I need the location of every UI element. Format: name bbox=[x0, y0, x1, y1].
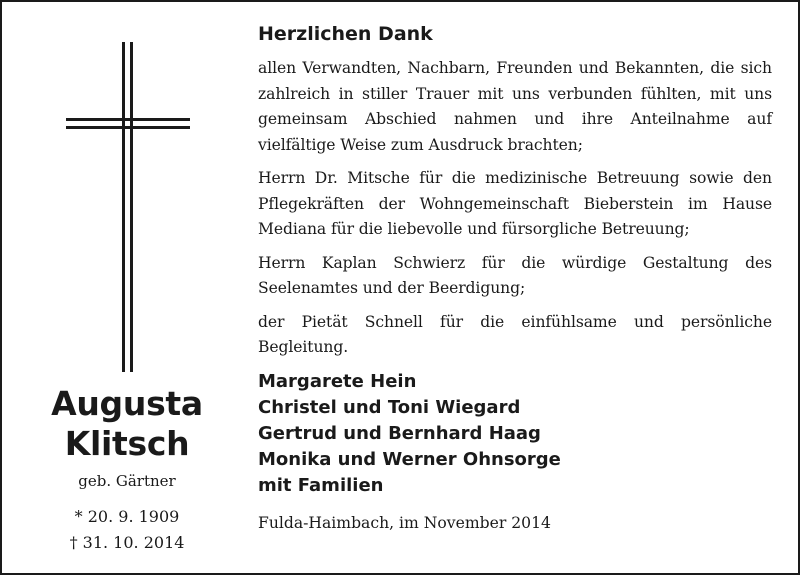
notice-heading: Herzlichen Dank bbox=[258, 23, 433, 45]
place-date: Fulda-Haimbach, im November 2014 bbox=[258, 513, 551, 532]
birth-name: geb. Gärtner bbox=[78, 472, 176, 490]
deceased-last-name: Klitsch bbox=[64, 424, 190, 463]
signer: Gertrud und Bernhard Haag bbox=[258, 422, 541, 444]
deceased-first-name: Augusta bbox=[51, 384, 203, 423]
death-date: † 31. 10. 2014 bbox=[69, 533, 185, 552]
life-dates bbox=[4, 504, 250, 556]
signers-list bbox=[258, 369, 772, 499]
deceased-panel bbox=[4, 4, 244, 569]
thanks-paragraph: Herrn Kaplan Schwierz für die würdige Gestaltung des Seelenamtes und der Beerdigung; bbox=[258, 253, 772, 297]
signer: Margarete Hein bbox=[258, 370, 417, 392]
thanks-text bbox=[258, 22, 772, 535]
thanks-paragraph: Herrn Dr. Mitsche für die medizinische Betreuung sowie den Pflegekräften der Wohngemeinschaft Bieberstein im Hause Mediana für die liebevolle und fürsorgliche Betreuung; bbox=[258, 169, 772, 238]
signer: Monika und Werner Ohnsorge bbox=[258, 448, 561, 470]
thanks-paragraph: der Pietät Schnell für die einfühlsame und persönliche Begleitung. bbox=[258, 312, 772, 356]
cross-icon bbox=[66, 42, 190, 372]
signer: mit Familien bbox=[258, 474, 384, 496]
signer: Christel und Toni Wiegard bbox=[258, 396, 521, 418]
birth-date: * 20. 9. 1909 bbox=[74, 507, 180, 526]
thanks-paragraph: allen Verwandten, Nachbarn, Freunden und Bekannten, die sich zahlreich in stiller Trauer mit uns verbunden fühlten, mit uns gemeinsam Abschied nahmen und ihre Anteilnahme auf vielfältige Weise zum Ausdruck brachten; bbox=[258, 59, 772, 154]
